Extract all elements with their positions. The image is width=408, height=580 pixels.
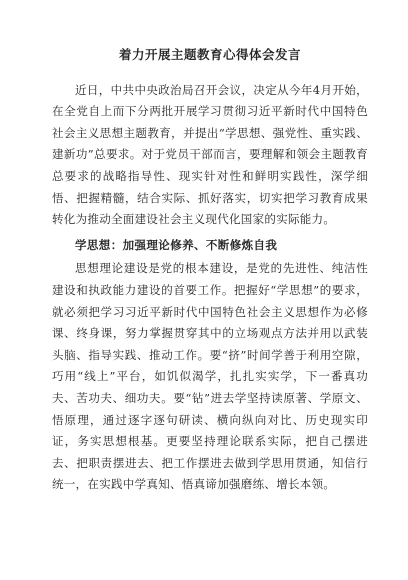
document-title: 着力开展主题教育心得体会发言 — [118, 47, 301, 62]
section-paragraph: 思想理论建设是党的根本建设，是党的先进性、纯洁性建设和执政能力建设的首要工作。把握好“学思想”的要求，就必须把学习习近平新时代中国特色社会主义思想作为必修课、终身课，努力掌握贯穿其中的立场观点方法并用以武装头脑、指导实践、推动工作。要“挤”时间学善于利用空隙，巧用“线上”平台，如饥似渴学，扎扎实实学，下一番真功夫、苦功夫、细功夫。要“钻”进去学坚持读原著、学原文、悟原理，通过逐字逐句研读、横向纵向对比、历史现实印证，务实思想根基。更要坚持理论联系实际，把自己摆进去、把职责摆进去、把工作摆进去做到学思用贯通，知信行统一，在实践中学真知、悟真谛加强磨练、增长本领。 — [52, 261, 368, 492]
section-heading: 学思想：加强理论修养、不断修炼自我 — [75, 237, 278, 252]
intro-paragraph: 近日，中共中央政治局召开会议，决定从今年4月开始，在全党自上而下分两批开展学习贯彻习近平新时代中国特色社会主义思想主题教育，并提出“学思想、强党性、重实践、建新功”总要求。对于党员干部而言，要理解和领会主题教育总要求的战略指导性、现实针对性和鲜明实践性，深学细悟、把握精髓，结合实际、抓好落实，切实把学习教育成果转化为推动全面建设社会主义现代化国家的实际能力。 — [52, 82, 368, 227]
